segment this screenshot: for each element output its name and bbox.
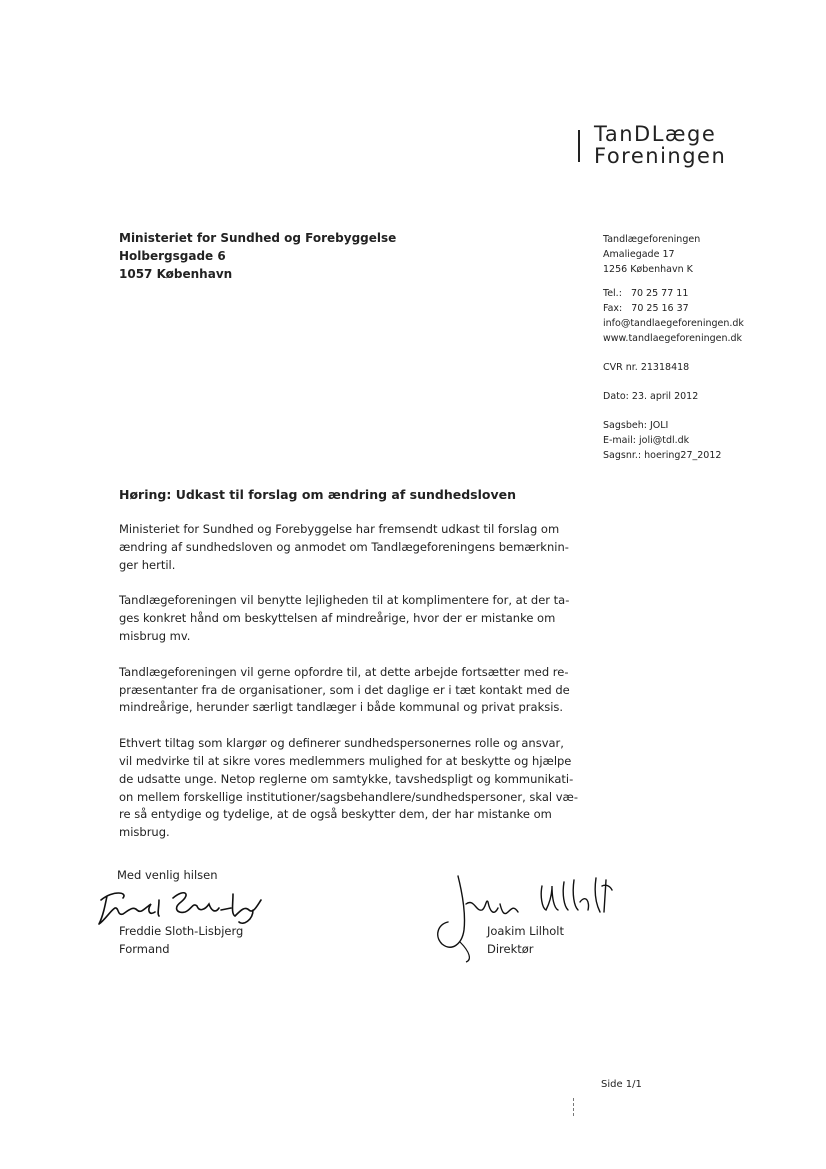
signatory-1 bbox=[119, 922, 243, 958]
sender-fax: Fax: 70 25 16 37 bbox=[603, 303, 689, 314]
body-line: ges konkret hånd om beskyttelsen af mindreårige, hvor der er mistanke om bbox=[119, 611, 556, 626]
body-line: ændring af sundhedsloven og anmodet om Tandlægeforeningens bemærknin- bbox=[119, 539, 569, 554]
organization-logo bbox=[594, 123, 726, 167]
body-line: mindreårige, herunder særligt tandlæger i både kommunal og privat praksis. bbox=[119, 700, 564, 715]
body-line: ger hertil. bbox=[119, 557, 176, 572]
sender-street: Amaliegade 17 bbox=[603, 249, 675, 260]
page-number: Side 1/1 bbox=[601, 1079, 642, 1090]
letter-body bbox=[119, 521, 578, 860]
body-line: on mellem forskellige institutioner/sagsbehandlere/sundhedspersoner, skal væ- bbox=[119, 789, 578, 804]
body-line: Tandlægeforeningen vil benytte lejligheden til at komplimentere for, at der ta- bbox=[119, 593, 570, 608]
letter-subject: Høring: Udkast til forslag om ændring af sundhedsloven bbox=[119, 487, 516, 502]
case-handler-email: E-mail: joli@tdl.dk bbox=[603, 435, 690, 446]
paragraph bbox=[119, 592, 569, 645]
paragraph bbox=[119, 521, 569, 574]
body-line: vil medvirke til at sikre vores medlemmers mulighed for at beskytte og hjælpe bbox=[119, 753, 572, 768]
sender-cvr: CVR nr. 21318418 bbox=[603, 362, 690, 373]
body-line: Ethvert tiltag som klargør og definerer sundhedspersonernes rolle og ansvar, bbox=[119, 736, 564, 751]
recipient-line: Ministeriet for Sundhed og Forebyggelse bbox=[119, 231, 397, 245]
body-line: Tandlægeforeningen vil gerne opfordre til, at dette arbejde fortsætter med re- bbox=[119, 664, 569, 679]
body-line: præsentanter fra de organisationer, som i det daglige er i tæt kontakt med de bbox=[119, 682, 570, 697]
sender-tel: Tel.: 70 25 77 11 bbox=[603, 288, 689, 299]
body-line: misbrug mv. bbox=[119, 628, 191, 643]
closing-greeting: Med venlig hilsen bbox=[117, 868, 218, 882]
recipient-line: 1057 København bbox=[119, 267, 233, 281]
signatory-2-title: Direktør bbox=[487, 942, 534, 956]
logo-bar bbox=[578, 130, 580, 162]
paragraph bbox=[119, 735, 578, 842]
signatory-2-name: Joakim Lilholt bbox=[487, 924, 565, 938]
sender-email: info@tandlaegeforeningen.dk bbox=[603, 318, 744, 329]
letter-date: Dato: 23. april 2012 bbox=[603, 391, 699, 402]
paragraph bbox=[119, 664, 569, 717]
case-handler: Sagsbeh: JOLI bbox=[603, 420, 669, 431]
body-line: Ministeriet for Sundhed og Forebyggelse har fremsendt udkast til forslag om bbox=[119, 522, 560, 536]
logo-line-2: Foreningen bbox=[594, 144, 727, 168]
signatory-1-name: Freddie Sloth-Lisbjerg bbox=[119, 924, 244, 938]
signatory-2 bbox=[487, 922, 564, 958]
body-line: de udsatte unge. Netop reglerne om samtykke, tavshedspligt og kommunikati- bbox=[119, 771, 574, 786]
body-line: misbrug. bbox=[119, 825, 170, 840]
sender-org: Tandlægeforeningen bbox=[603, 234, 701, 245]
case-number: Sagsnr.: hoering27_2012 bbox=[603, 450, 722, 461]
logo-line-1: TanDLæge bbox=[594, 122, 717, 146]
sender-info bbox=[603, 232, 744, 463]
recipient-line: Holbergsgade 6 bbox=[119, 249, 226, 263]
signatory-1-title: Formand bbox=[119, 942, 170, 956]
recipient-address bbox=[119, 229, 396, 283]
sender-web: www.tandlaegeforeningen.dk bbox=[603, 333, 743, 344]
body-line: re så entydige og tydelige, at de også beskytter dem, der har mistanke om bbox=[119, 807, 552, 822]
sender-city: 1256 København K bbox=[603, 264, 693, 275]
scan-mark bbox=[573, 1098, 575, 1116]
